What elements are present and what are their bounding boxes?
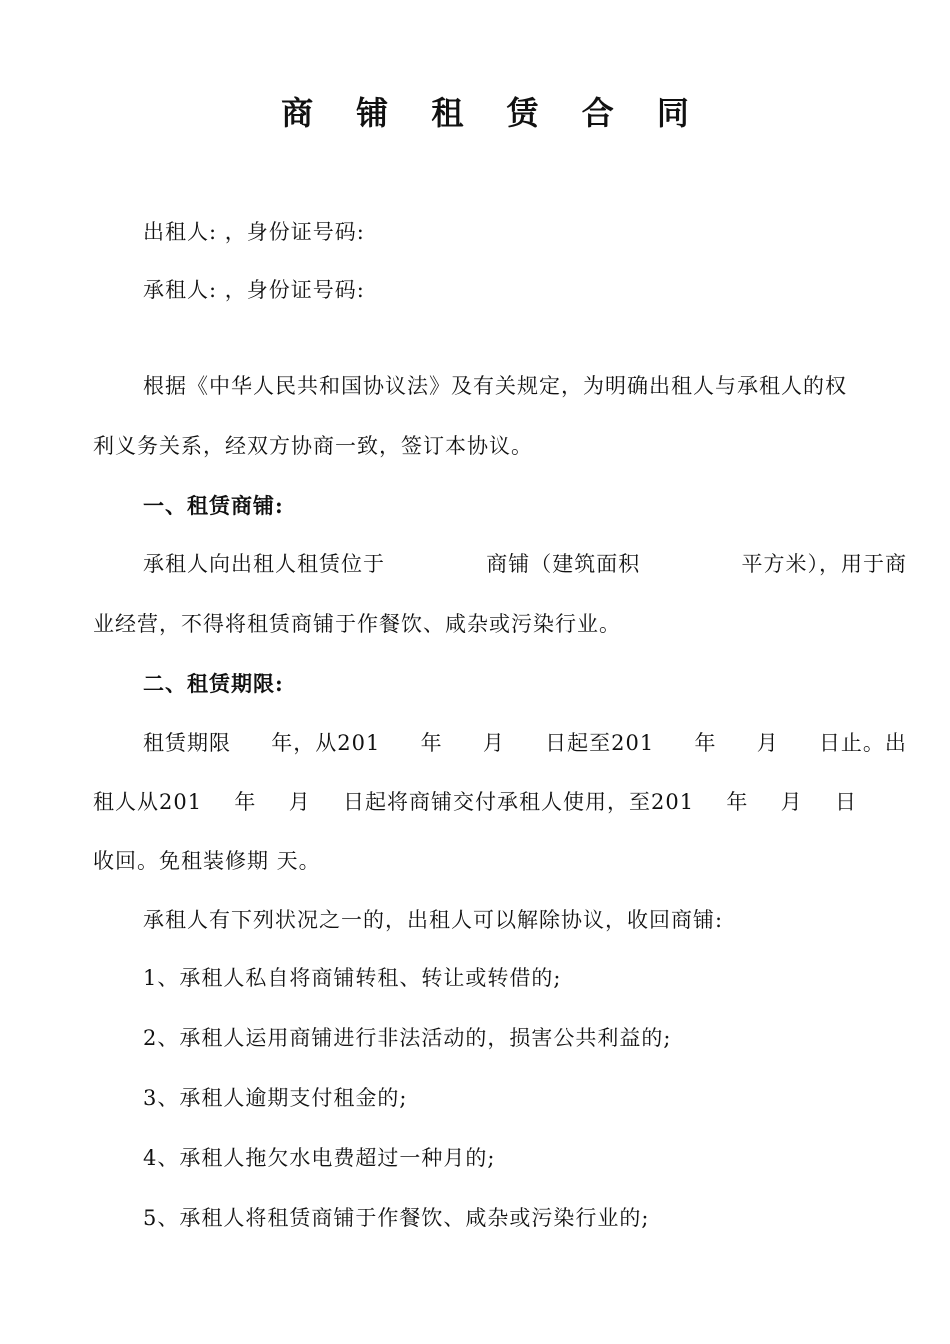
section-1-heading: 一、租赁商铺: [143, 493, 284, 518]
section-1-line-2: 业经营，不得将租赁商铺于作餐饮、咸杂或污染行业。 [93, 612, 621, 636]
section-2-line-1-part: 月 [756, 731, 779, 755]
section-2-line-1 [93, 727, 907, 759]
section-2-line-1-part: 租赁期限 [143, 731, 231, 755]
section-2-line-1-part: 月 [482, 731, 505, 755]
section-1-line-1 [93, 548, 907, 580]
section-2-line-2-part: 租人从201 [93, 790, 203, 814]
document-title: 商 铺 租 赁 合 同 [281, 94, 705, 132]
section-2-line-2-part: 年 [234, 790, 257, 814]
section-2-line-3: 收回。免租装修期 天。 [93, 849, 321, 873]
section-1-line-1-part: 承租人向出租人租赁位于 [143, 552, 385, 576]
section-2-line-1-part: 年 [420, 731, 443, 755]
termination-item: 1、承租人私自将商铺转租、转让或转借的; [143, 966, 562, 990]
termination-intro: 承租人有下列状况之一的，出租人可以解除协议，收回商铺: [143, 908, 724, 932]
lessor-line: 出租人: ，身份证号码: [143, 220, 365, 244]
section-2-line-2 [93, 786, 857, 818]
section-1-line-1-part: 商铺（建筑面积 [486, 552, 641, 576]
termination-item: 4、承租人拖欠水电费超过一种月的; [143, 1146, 496, 1170]
preamble-line-2: 利义务关系，经双方协商一致，签订本协议。 [93, 434, 533, 458]
section-2-line-1-part: 日起至201 [545, 731, 655, 755]
termination-item: 3、承租人逾期支付租金的; [143, 1086, 408, 1110]
section-2-line-2-part: 年 [726, 790, 749, 814]
termination-item: 2、承租人运用商铺进行非法活动的，损害公共利益的; [143, 1026, 672, 1050]
section-1-line-1-part: 平方米），用于商 [741, 552, 907, 576]
section-2-line-2-part: 月 [780, 790, 803, 814]
section-2-heading: 二、租赁期限: [143, 671, 284, 696]
termination-item: 5、承租人将租赁商铺于作餐饮、咸杂或污染行业的; [143, 1206, 650, 1230]
section-2-line-2-part: 日 [834, 790, 857, 814]
lessee-line: 承租人: ，身份证号码: [143, 278, 365, 302]
section-2-line-1-part: 年，从201 [271, 731, 381, 755]
section-2-line-2-part: 日起将商铺交付承租人使用，至201 [342, 790, 695, 814]
section-2-line-1-part: 年 [694, 731, 717, 755]
section-2-line-2-part: 月 [288, 790, 311, 814]
preamble-line-1: 根据《中华人民共和国协议法》及有关规定，为明确出租人与承租人的权 [143, 374, 847, 398]
section-2-line-1-part: 日止。出 [818, 731, 907, 755]
